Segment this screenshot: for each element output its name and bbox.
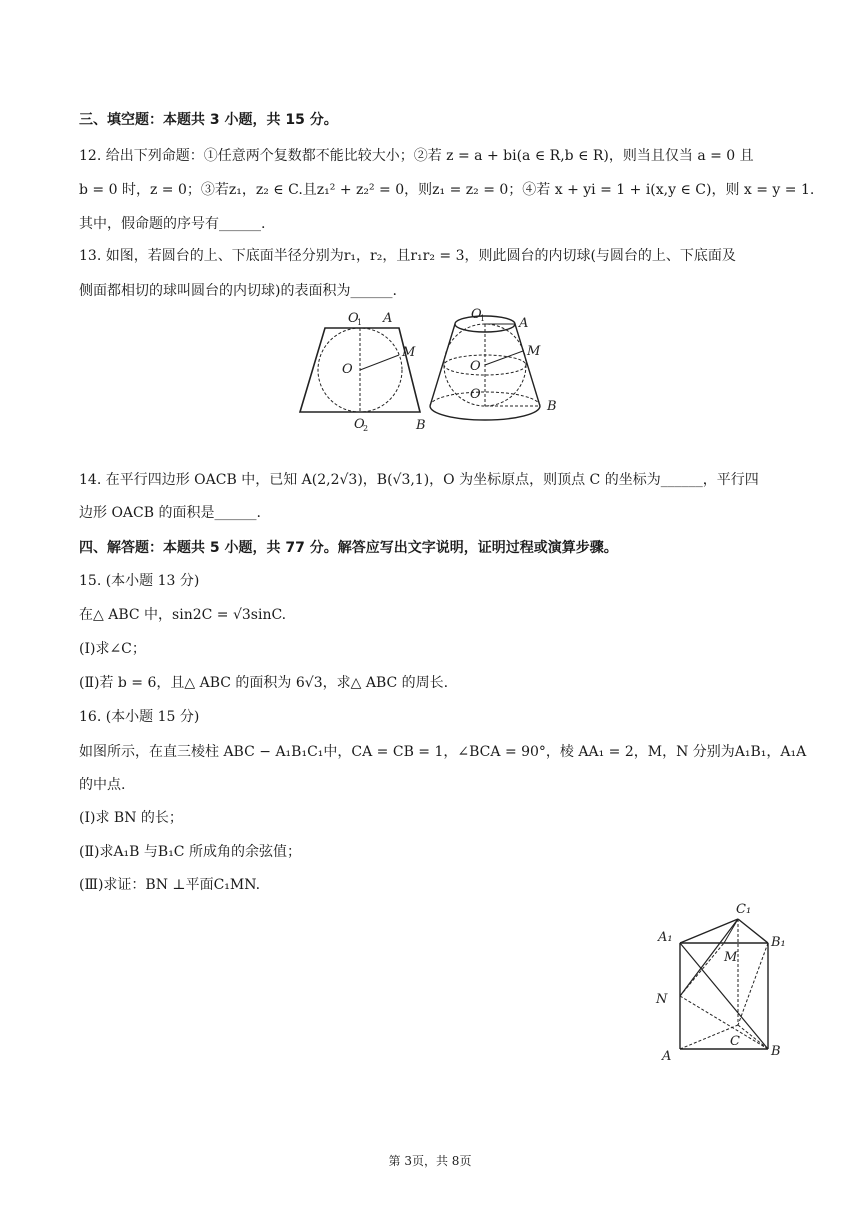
label-b-right: B <box>547 399 557 414</box>
q12-line-1: 12. 给出下列命题：①任意两个复数都不能比较大小；②若 z = a + bi(a ∈ R,b ∈ R)，则当且仅当 a = 0 且 <box>79 148 754 164</box>
label-o1-sub: 1 <box>357 318 363 327</box>
label-o2-right: O <box>470 387 481 402</box>
label-a-left: A <box>383 311 393 326</box>
q16-stem-2: 的中点. <box>79 777 126 793</box>
label-m: M <box>724 950 738 965</box>
label-b: B <box>771 1044 781 1059</box>
q16-part-3: (Ⅲ)求证：BN ⊥平面C₁MN. <box>79 877 261 893</box>
q15-part-2: (Ⅱ)若 b = 6，且△ ABC 的面积为 6√3，求△ ABC 的周长. <box>79 675 449 691</box>
label-b-left: B <box>416 418 426 433</box>
q15-part-1: (Ⅰ)求∠C； <box>79 641 146 657</box>
label-c1: C₁ <box>736 902 752 917</box>
label-m-left: M <box>402 345 416 360</box>
label-o1-right: O <box>471 307 482 322</box>
label-a1: A₁ <box>658 930 673 945</box>
label-b1: B₁ <box>771 935 786 950</box>
bottom-ellipse-front <box>430 406 540 420</box>
q16-stem-1: 如图所示，在直三棱柱 ABC − A₁B₁C₁中，CA = CB = 1，∠BCA = 90°，棱 AA₁ = 2，M，N 分别为A₁B₁，A₁A <box>79 744 807 760</box>
segment-b1c <box>738 943 768 1025</box>
q12-line-2: b = 0 时，z = 0；③若z₁，z₂ ∈ C.且z₁² + z₂² = 0，则z₁ = z₂ = 0；④若 x + yi = 1 + i(x,y ∈ C)，则 x = y = 1. <box>79 182 815 198</box>
label-o-left: O <box>342 362 353 377</box>
segment-nb <box>680 996 768 1049</box>
page-footer: 第 3页，共 8页 <box>388 1154 472 1168</box>
label-c: C <box>730 1034 740 1049</box>
q16-part-1: (Ⅰ)求 BN 的长； <box>79 810 183 826</box>
label-o1-right-sub: 1 <box>480 314 486 323</box>
radius-om-3d <box>485 351 523 365</box>
label-m-right: M <box>527 344 541 359</box>
label-a: A <box>662 1049 672 1064</box>
label-o2: O <box>354 417 365 432</box>
label-o2-sub: 2 <box>363 424 369 433</box>
radius-om <box>360 355 399 370</box>
q15-stem: 在△ ABC 中，sin2C = √3sinC. <box>79 607 287 623</box>
section-4-heading: 四、解答题：本题共 5 小题，共 77 分。解答应写出文字说明，证明过程或演算步骤。 <box>79 540 618 556</box>
label-o1: O <box>348 311 359 326</box>
edge-c1b1 <box>738 919 768 943</box>
edge-cb <box>738 1025 768 1049</box>
q13-line-2: 侧面都相切的球叫圆台的内切球)的表面积为______. <box>79 283 397 299</box>
q16-part-2: (Ⅱ)求A₁B 与B₁C 所成角的余弦值； <box>79 844 301 860</box>
q14-line-2: 边形 OACB 的面积是______. <box>79 505 261 521</box>
frustum-left-edge <box>430 324 455 406</box>
q13-line-1: 13. 如图，若圆台的上、下底面半径分别为r₁，r₂，且r₁r₂ = 3，则此圆台的内切球(与圆台的上、下底面及 <box>79 248 736 264</box>
q13-frustum-figure <box>290 302 580 438</box>
q15-title: 15. (本小题 13 分) <box>79 573 200 589</box>
q12-line-3: 其中，假命题的序号有______. <box>79 216 266 232</box>
q16-prism-figure <box>650 895 800 1070</box>
frustum-right-edge <box>515 324 540 406</box>
q16-title: 16. (本小题 15 分) <box>79 709 200 725</box>
q14-line-1: 14. 在平行四边形 OACB 中，已知 A(2,2√3)，B(√3,1)，O 为坐标原点，则顶点 C 的坐标为______，平行四 <box>79 472 759 488</box>
label-n: N <box>656 992 668 1007</box>
label-a-right: A <box>519 316 529 331</box>
section-3-heading: 三、填空题：本题共 3 小题，共 15 分。 <box>79 112 338 128</box>
label-o-right: O <box>470 359 481 374</box>
